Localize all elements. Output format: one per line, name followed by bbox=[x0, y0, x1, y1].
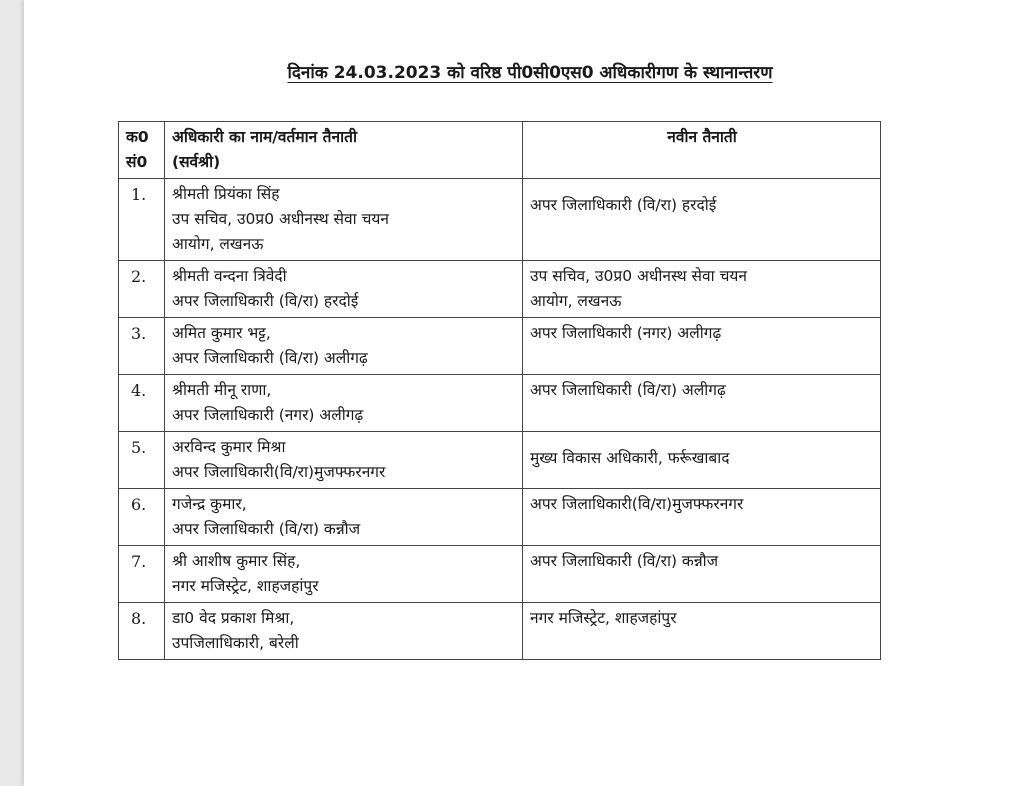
officer-cell bbox=[165, 318, 523, 375]
officer-line: गजेन्द्र कुमार, bbox=[172, 495, 247, 513]
officer-cell bbox=[165, 603, 523, 660]
table-row bbox=[119, 375, 881, 432]
serial-number-cell: 3. bbox=[119, 318, 165, 375]
serial-number-cell: 1. bbox=[119, 179, 165, 261]
officer-line: उपजिलाधिकारी, बरेली bbox=[172, 634, 299, 652]
officer-line: अरविन्द कुमार मिश्रा bbox=[172, 438, 286, 456]
officer-line: श्रीमती वन्दना त्रिवेदी bbox=[172, 267, 287, 285]
table-row bbox=[119, 489, 881, 546]
header-officer bbox=[165, 122, 523, 179]
table-row bbox=[119, 432, 881, 489]
table-row bbox=[119, 261, 881, 318]
officer-line: अपर जिलाधिकारी (नगर) अलीगढ़ bbox=[172, 406, 364, 424]
officer-cell bbox=[165, 261, 523, 318]
table-header-row bbox=[119, 122, 881, 179]
new-posting-cell bbox=[523, 546, 881, 603]
officer-line: डा0 वेद प्रकाश मिश्रा, bbox=[172, 609, 295, 627]
officer-line: अमित कुमार भट्ट, bbox=[172, 324, 271, 342]
new-posting-line: उप सचिव, उ0प्र0 अधीनस्थ सेवा चयन bbox=[530, 267, 748, 285]
officer-cell bbox=[165, 546, 523, 603]
serial-number-cell: 6. bbox=[119, 489, 165, 546]
officer-cell bbox=[165, 432, 523, 489]
transfer-table bbox=[118, 121, 881, 660]
officer-cell bbox=[165, 489, 523, 546]
table-body bbox=[119, 179, 881, 660]
header-serial-number bbox=[119, 122, 165, 179]
table-row bbox=[119, 603, 881, 660]
new-posting-line: मुख्य विकास अधिकारी, फर्रूखाबाद bbox=[530, 449, 730, 467]
document-page bbox=[24, 0, 1024, 786]
header-officer-line2: (सर्वश्री) bbox=[172, 153, 221, 171]
officer-line: आयोग, लखनऊ bbox=[172, 235, 264, 253]
serial-number-cell: 7. bbox=[119, 546, 165, 603]
new-posting-cell bbox=[523, 179, 881, 261]
page-title: दिनांक 24.03.2023 को वरिष्ठ पी0सी0एस0 अधिकारीगण के स्थानान्तरण bbox=[287, 63, 773, 83]
serial-number-cell: 5. bbox=[119, 432, 165, 489]
officer-line: अपर जिलाधिकारी(वि/रा)मुजफ्फरनगर bbox=[172, 463, 386, 481]
serial-number-cell: 2. bbox=[119, 261, 165, 318]
new-posting-line: अपर जिलाधिकारी (वि/रा) हरदोई bbox=[530, 196, 717, 214]
officer-line: अपर जिलाधिकारी (वि/रा) कन्नौज bbox=[172, 520, 361, 538]
new-posting-line: अपर जिलाधिकारी(वि/रा)मुजफ्फरनगर bbox=[530, 495, 744, 513]
table-row bbox=[119, 318, 881, 375]
officer-line: अपर जिलाधिकारी (वि/रा) अलीगढ़ bbox=[172, 349, 368, 367]
new-posting-cell bbox=[523, 318, 881, 375]
new-posting-line: अपर जिलाधिकारी (नगर) अलीगढ़ bbox=[530, 324, 722, 342]
header-new-posting: नवीन तैनाती bbox=[523, 122, 881, 179]
new-posting-cell bbox=[523, 432, 881, 489]
officer-line: उप सचिव, उ0प्र0 अधीनस्थ सेवा चयन bbox=[172, 210, 390, 228]
officer-line: श्रीमती प्रियंका सिंह bbox=[172, 185, 280, 203]
new-posting-cell bbox=[523, 261, 881, 318]
table-row bbox=[119, 179, 881, 261]
new-posting-line: अपर जिलाधिकारी (वि/रा) अलीगढ़ bbox=[530, 381, 726, 399]
table-row bbox=[119, 546, 881, 603]
header-serial-line2: सं0 bbox=[126, 153, 148, 171]
officer-cell bbox=[165, 179, 523, 261]
header-officer-line1: अधिकारी का नाम/वर्तमान तैनाती bbox=[172, 128, 357, 146]
officer-line: श्री आशीष कुमार सिंह, bbox=[172, 552, 301, 570]
officer-line: नगर मजिस्ट्रेट, शाहजहांपुर bbox=[172, 577, 319, 595]
serial-number-cell: 8. bbox=[119, 603, 165, 660]
new-posting-line: नगर मजिस्ट्रेट, शाहजहांपुर bbox=[530, 609, 677, 627]
serial-number-cell: 4. bbox=[119, 375, 165, 432]
header-serial-line1: क0 bbox=[126, 128, 149, 146]
new-posting-line: आयोग, लखनऊ bbox=[530, 292, 622, 310]
officer-cell bbox=[165, 375, 523, 432]
new-posting-line: अपर जिलाधिकारी (वि/रा) कन्नौज bbox=[530, 552, 719, 570]
new-posting-cell bbox=[523, 603, 881, 660]
new-posting-cell bbox=[523, 489, 881, 546]
new-posting-cell bbox=[523, 375, 881, 432]
officer-line: अपर जिलाधिकारी (वि/रा) हरदोई bbox=[172, 292, 359, 310]
officer-line: श्रीमती मीनू राणा, bbox=[172, 381, 272, 399]
